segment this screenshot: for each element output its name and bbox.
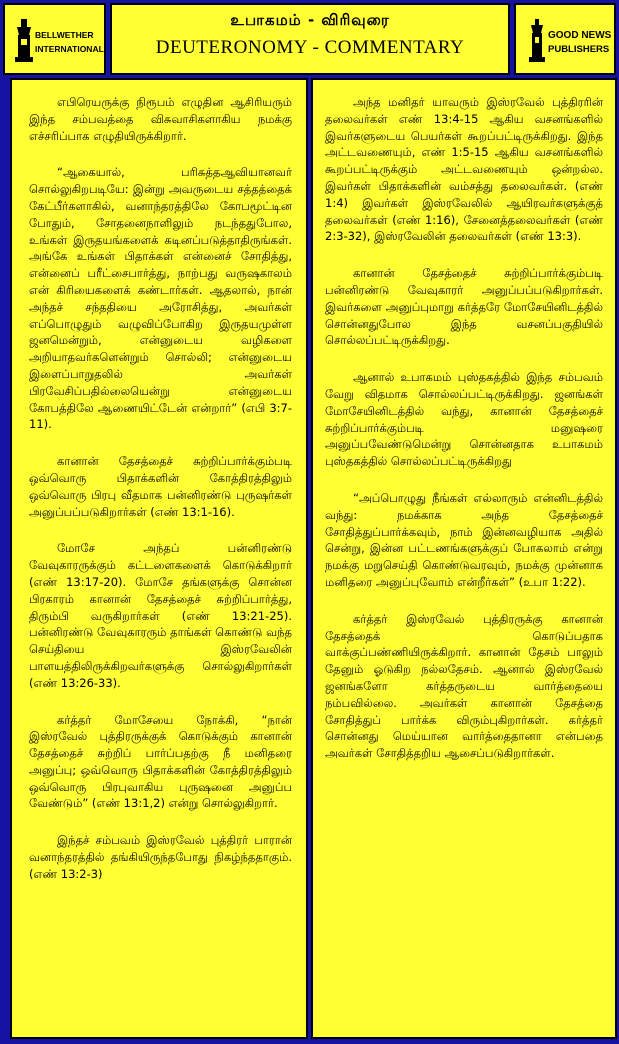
- good-news-logo-line2: PUBLISHERS: [548, 44, 610, 55]
- title-tamil: உபாகமம் - விரிவுரை: [230, 11, 390, 29]
- good-news-logo-line1: GOOD NEWS: [548, 30, 612, 41]
- title-english: DEUTERONOMY - COMMENTARY: [155, 37, 465, 58]
- title-banner: [110, 3, 510, 75]
- bellwether-tower-icon: [13, 19, 35, 63]
- right-paragraph-2: கானான் தேசத்தைச் சுற்றிப்பார்க்கும்படி பன்னிரண்டு வேவுகாரர் அனுப்பப்படுகிறார்கள். இவர்களை அனுப்புமாறு கர்த்தரே மோசேயினிடத்தில் சொன்னதுபோல இந்த வசனப்பகுதியில் சொல்லப்பட்டிருக்கிறது.: [325, 266, 603, 348]
- good-news-tower-icon: [526, 19, 548, 63]
- left-column: [10, 78, 308, 1039]
- right-paragraph-1: அந்த மனிதர் யாவரும் இஸ்ரவேல் புத்திரரின் தலைவர்கள் எண் 13:4-15 ஆகிய வசனங்களில் இவர்களுடைய பெயர்கள் கூறப்பட்டிருக்கிறது. இந்த அட்டவணையும், எண் 1:5-15 ஆகிய வசனங்களில் கூறப்பட்டிருக்கும் அட்டவணையும் ஒன்றல்ல. இவர்கள் பிதாக்களின் வம்சத்து தலைவர்கள். (எண் 1:4) இவர்கள் இஸ்ரவேலில் ஆயிரவர்களுக்குத் தலைவர்கள் (எண் 1:16), சேனைத்தலைவர்கள் (எண் 2:3-32), இஸ்ரவேலின் தலைவர்கள் (எண் 13:3).: [325, 95, 603, 244]
- left-paragraph-5: கர்த்தர் மோசேயை நோக்கி, “நான் இஸ்ரவேல் புத்திரருக்குக் கொடுக்கும் கானான் தேசத்தைச் சுற்றிப் பார்ப்பதற்கு நீ மனிதரை அனுப்பு; ஒவ்வொரு பிதாக்களின் கோத்திரத்திலும் ஒவ்வொரு பிரபுவாகிய புருஷனை அனுப்ப வேண்டும்” (எண் 13:1,2) என்று சொல்லுகிறார்.: [29, 712, 292, 811]
- bellwether-logo: [3, 3, 106, 75]
- left-paragraph-1: எபிரெயருக்கு நிரூபம் எழுதின ஆசிரியரும் இந்த சம்பவத்தை விசுவாசிகளாகிய நமக்கு எச்சரிப்பாக எழுதியிருக்கிறார்.: [29, 95, 292, 143]
- right-paragraph-4: “அப்பொழுது நீங்கள் எல்லாரும் என்னிடத்தில் வந்து: நமக்காக அந்த தேசத்தைச் சோதித்துப்பார்க்கவும், நாம் இன்னவழியாக அதில் சென்று, இன்ன பட்டணங்களுக்குப் போகலாம் என்று நமக்கு மறுசெய்தி கொண்டுவரவும், நமக்கு முன்னாக மனிதரை அனுப்புவோம் என்றீர்கள்” (உபா 1:22).: [325, 490, 603, 589]
- left-paragraph-4: மோசே அந்தப் பன்னிரண்டு வேவுகாரருக்கும் கட்டளைகளைக் கொடுக்கிறார் (எண் 13:17-20). மோசே தங்களுக்கு சொன்ன பிரகாரம் கானான் தேசத்தைச் சுற்றிப்பார்த்து, திரும்பி வருகிறார்கள் (எண் 13:21-25). பன்னிரண்டு வேவுகாரரும் தாங்கள் கொண்டு வந்த செய்தியை இஸ்ரவேலின் பாளயத்திலிருக்கிறவர்களுக்கு சொல்லுகிறார்கள் (எண் 13:26-33).: [29, 541, 292, 690]
- bellwether-logo-line2: INTERNATIONAL: [35, 44, 104, 54]
- right-paragraph-5: கர்த்தர் இஸ்ரவேல் புத்திரருக்கு கானான் தேசத்தைக் கொடுப்பதாக வாக்குப்பண்ணியிருக்கிறார். கானான் தேசம் பாலும் தேனும் ஓடுகிற நல்லதேசம். ஆனால் இஸ்ரவேல் ஜனங்களோ கர்த்தருடைய வார்த்தையை நம்பவில்லை. அவர்கள் கானான் தேசத்தை சோதித்துப் பார்க்க விரும்புகிறார்கள். கர்த்தர் சொன்னது மெய்யான வார்த்தைதானா என்பதை அவர்கள் சோதித்தறிய ஆசைப்படுகிறார்கள்.: [325, 611, 603, 761]
- left-paragraph-6: இந்தச் சம்பவம் இஸ்ரவேல் புத்திரர் பாரான் வனாந்தரத்தில் தங்கியிருந்தபோது நிகழ்ந்ததாகும். (எண் 13:2-3): [29, 833, 292, 881]
- right-column: [311, 78, 617, 1039]
- left-paragraph-2: “ஆகையால், பரிசுத்தஆவியானவர் சொல்லுகிறபடியே: இன்று அவருடைய சத்தத்தைக் கேட்பீர்களாகில், வனாந்தரத்திலே கோபமூட்டின போதும், சோதனைநாளிலும் நடந்ததுபோல, உங்கள் இருதயங்களைக் கடினப்படுத்தாதிருங்கள். அங்கே உங்கள் பிதாக்கள் என்னைச் சோதித்து, என்னைப் பரீட்சைபார்த்து, நாற்பது வருஷகாலம் என் கிரியைகளைக் கண்டார்கள். ஆதலால், நான் அந்தச் சந்ததியை அரோசித்து, அவர்கள் எப்பொழுதும் வழுவிப்போகிற இருதயமுள்ள ஜனமென்றும், என்னுடைய வழிகளை அறியாதவர்களென்றும் சொல்லி; என்னுடைய இளைப்பாறுதலில் அவர்கள் பிரவேசிப்பதில்லையென்று என்னுடைய கோபத்திலே ஆணையிட்டேன் என்றார்” (எபி 3:7-11).: [29, 165, 292, 432]
- good-news-logo: [514, 3, 616, 75]
- bellwether-logo-line1: BELLWETHER: [35, 30, 94, 40]
- right-paragraph-3: ஆனால் உபாகமம் புஸ்தகத்தில் இந்த சம்பவம் வேறு விதமாக சொல்லப்பட்டிருக்கிறது. ஜனங்கள் மோசேயினிடத்தில் வந்து, கானான் தேசத்தைச் சுற்றிப்பார்க்கும்படி மனுஷரை அனுப்பவேண்டுமென்று சொன்னதாக உபாகமம் புஸ்தகத்தில் சொல்லப்பட்டிருக்கிறது: [325, 370, 603, 469]
- left-paragraph-3: கானான் தேசத்தைச் சுற்றிப்பார்க்கும்படி ஒவ்வொரு பிதாக்களின் கோத்திரத்திலும் ஒவ்வொரு பிரபு வீதமாக பன்னிரண்டு புருஷர்கள் அனுப்பப்படுகிறார்கள் (எண் 13:1-16).: [29, 454, 292, 519]
